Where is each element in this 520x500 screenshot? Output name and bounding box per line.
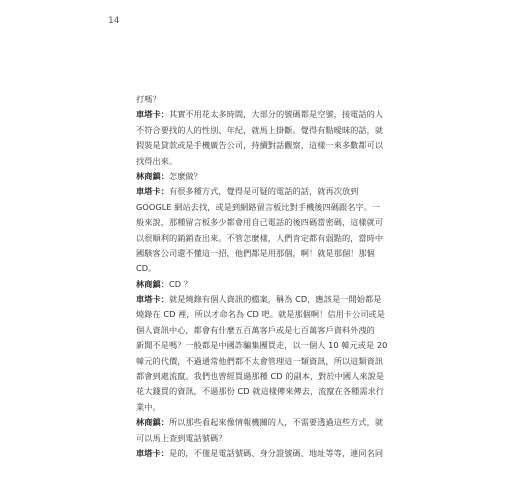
text-line bbox=[136, 154, 388, 169]
text-line bbox=[136, 369, 388, 384]
text-line bbox=[136, 292, 388, 307]
text-line bbox=[136, 415, 388, 430]
text-line bbox=[136, 92, 388, 107]
text-line bbox=[136, 246, 388, 261]
line-text: 所以那些看起來像情報機關的人，不需要透過這些方式，就 bbox=[168, 417, 384, 428]
line-text: 找得出來。 bbox=[136, 155, 178, 166]
line-text: 有很多種方式，覺得是可疑的電話的話，就再次放到 bbox=[168, 186, 359, 197]
text-line bbox=[136, 107, 388, 122]
text-line bbox=[136, 446, 388, 461]
line-text: 業中。 bbox=[136, 401, 161, 412]
text-line bbox=[136, 231, 388, 246]
speaker-label: 車塔卡： bbox=[136, 186, 169, 197]
line-text: 都會到處流竄。我們也曾經買過那種 CD 的副本，對於中國人來說是 bbox=[136, 371, 385, 382]
line-text: 燒錄在 CD 裡，所以才命名為 CD 吧。就是那個啊！信用卡公司或是 bbox=[136, 309, 386, 320]
line-text: 打嗎？ bbox=[136, 94, 161, 104]
line-text: 新聞不是嗎？一般都是中國詐騙集團買走，以一個人 10 韓元或是 20 bbox=[136, 340, 388, 351]
speaker-label: 林商鎮： bbox=[136, 417, 169, 428]
text-line bbox=[136, 338, 388, 353]
line-text: 般來說，那種留言板多少都會用自己電話的後四碼當密碼，這樣就可 bbox=[136, 217, 384, 228]
line-text: 不符合要找的人的性別、年紀，就馬上掛斷。覺得有點曖昧的話，就 bbox=[136, 124, 384, 135]
line-text: 花大錢買的資訊，不過那份 CD 就這樣傳來傳去，流竄在各種需求行 bbox=[136, 386, 385, 397]
speaker-label: 車塔卡： bbox=[136, 109, 169, 120]
text-line bbox=[136, 400, 388, 415]
line-text: GOOGLE 網站去找，或是到網路留言板比對手機後四碼跟名字。一 bbox=[136, 201, 381, 212]
text-line bbox=[136, 215, 388, 230]
page-number: 14 bbox=[108, 16, 120, 26]
text-line bbox=[136, 323, 388, 338]
text-line bbox=[136, 277, 388, 292]
text-line bbox=[136, 138, 388, 153]
text-line bbox=[136, 354, 388, 369]
speaker-label: 林商鎮： bbox=[136, 170, 169, 181]
line-text: 其實不用花太多時間，大部分的號碼都是空號，接電話的人 bbox=[168, 109, 384, 120]
text-line bbox=[136, 307, 388, 322]
speaker-label: 車塔卡： bbox=[136, 447, 169, 458]
text-line bbox=[136, 169, 388, 184]
text-line bbox=[136, 261, 388, 276]
speaker-label: 車塔卡： bbox=[136, 294, 169, 305]
line-text: 假裝是貸款或是手機廣告公司，持續對話觀察，這樣一來多數都可以 bbox=[136, 140, 384, 151]
text-line bbox=[136, 384, 388, 399]
line-text: 國駭客公司還不懂這一招，他們都是用那個，啊！就是那個！那個 bbox=[136, 247, 375, 258]
line-text: 以很順利的銷銷查出來。不管怎麼樣，人們肯定都有弱點的，當時中 bbox=[136, 232, 384, 243]
text-line bbox=[136, 184, 388, 199]
text-line bbox=[136, 123, 388, 138]
speaker-label: 林商鎮： bbox=[136, 278, 169, 289]
line-text: 可以馬上查到電話號碼？ bbox=[136, 432, 227, 443]
line-text: 韓元的代價，不過通常他們都不太會管理這一類資訊，所以這類資訊 bbox=[136, 355, 384, 366]
text-line bbox=[136, 200, 388, 215]
line-text: CD。 bbox=[136, 263, 157, 274]
line-text: CD ？ bbox=[168, 278, 192, 289]
text-line bbox=[136, 431, 388, 446]
line-text: 個人資訊中心，都會有什麼五百萬客戶或是七百萬客戶資料外洩的 bbox=[136, 324, 375, 335]
body-text bbox=[136, 92, 388, 461]
line-text: 是的，不僅是電話號碼、身分證號碼、地址等等，連同名同 bbox=[168, 447, 384, 458]
line-text: 怎麼做？ bbox=[168, 170, 202, 181]
line-text: 就是燒錄有個人資訊的檔案，稱為 CD，應該是一開始都是 bbox=[168, 294, 382, 305]
